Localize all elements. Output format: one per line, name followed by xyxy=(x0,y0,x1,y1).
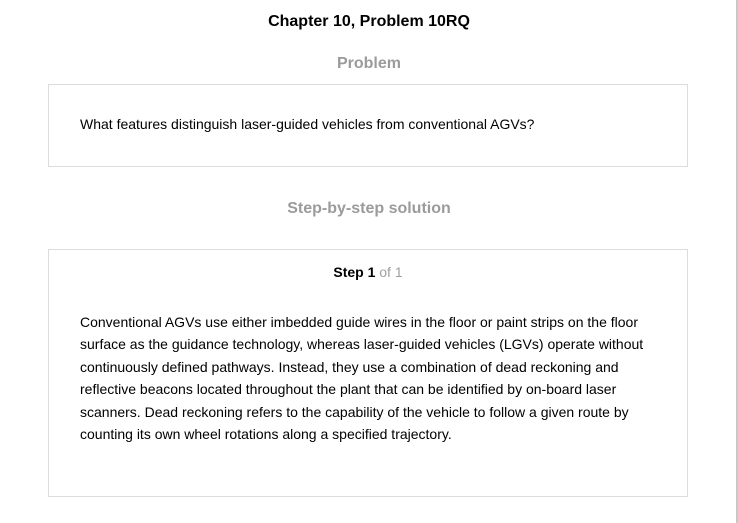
step-count: of 1 xyxy=(379,264,403,280)
step-indicator xyxy=(49,263,687,281)
solution-text: Conventional AGVs use either imbedded guide wires in the floor or paint strips on the floor surface as the guidance technology, whereas laser-guided vehicles (LGVs) operate without continuously defined pathways. Instead, they use a combination of dead reckoning and reflective beacons located throughout the plant that can be identified by on-board laser scanners. Dead reckoning refers to the capability of the vehicle to follow a given route by counting its own wheel rotations along a specified trajectory. xyxy=(80,314,644,443)
solution-panel xyxy=(48,249,688,497)
problem-text: What features distinguish laser-guided vehicles from conventional AGVs? xyxy=(80,116,535,132)
problem-heading: Problem xyxy=(336,55,401,72)
step-label: Step 1 xyxy=(333,264,376,280)
solution-heading: Step-by-step solution xyxy=(287,200,451,217)
chapter-title: Chapter 10, Problem 10RQ xyxy=(268,13,470,30)
problem-panel xyxy=(48,84,688,167)
